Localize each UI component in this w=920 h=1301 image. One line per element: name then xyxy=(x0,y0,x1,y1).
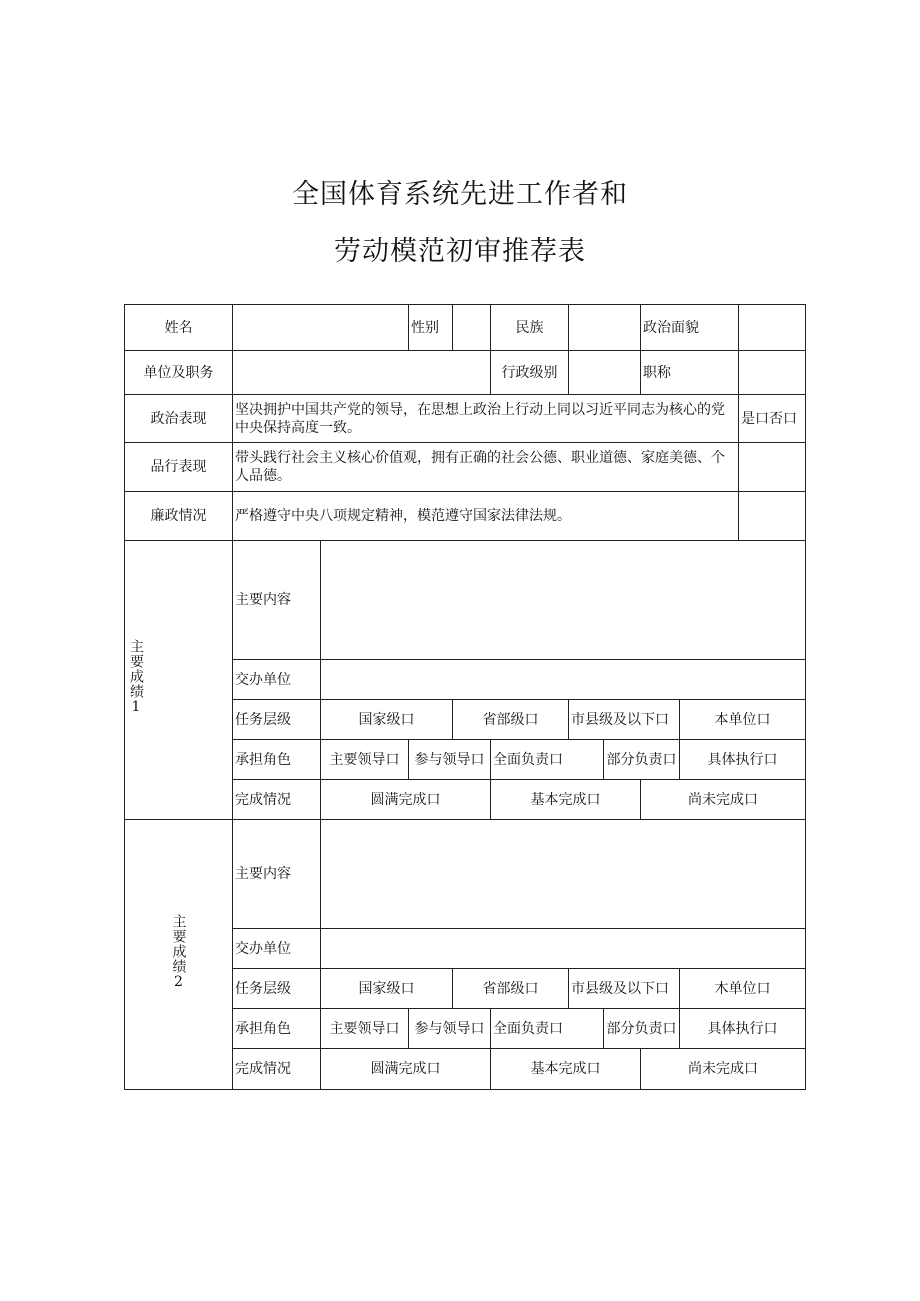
achievement-1-role-partial[interactable]: 部分负责口 xyxy=(604,740,680,780)
achievement-2-level-label: 任务层级 xyxy=(233,969,321,1009)
achievement-2-level-unit[interactable]: 木单位口 xyxy=(680,969,806,1009)
achievement-1-unit-field[interactable] xyxy=(321,660,806,700)
conduct-check-field[interactable] xyxy=(739,443,806,492)
achievement-2-role-label: 承担角色 xyxy=(233,1009,321,1049)
recommendation-form-table xyxy=(124,304,806,1090)
admin-level-label: 行政级别 xyxy=(491,351,569,395)
job-title-field[interactable] xyxy=(739,351,806,395)
achievement-1-label: 主要成绩1 xyxy=(128,639,144,716)
achievement-1-role-label: 承担角色 xyxy=(233,740,321,780)
gender-field[interactable] xyxy=(453,305,491,351)
political-status-label: 政治面貌 xyxy=(641,305,739,351)
achievement-2-content-field[interactable] xyxy=(321,820,806,929)
achievement-1-completion-none[interactable]: 尚未完成口 xyxy=(641,780,806,820)
integrity-text: 严格遵守中央八项规定精神，模范遵守国家法律法规。 xyxy=(233,492,739,541)
achievement-1-level-provincial[interactable]: 省部级口 xyxy=(453,700,569,740)
conduct-text: 带头践行社会主义核心价值观，拥有正确的社会公德、职业道德、家庭美德、个人品德。 xyxy=(233,443,739,492)
conduct-label: 品行表现 xyxy=(125,443,233,492)
achievement-2-role-participate[interactable]: 参与领导口 xyxy=(409,1009,491,1049)
achievement-1-level-unit[interactable]: 本单位口 xyxy=(680,700,806,740)
achievement-2-role-lead[interactable]: 主要领导口 xyxy=(321,1009,409,1049)
ethnicity-label: 民族 xyxy=(491,305,569,351)
achievement-2-role-partial[interactable]: 部分负责口 xyxy=(604,1009,680,1049)
name-field[interactable] xyxy=(233,305,409,351)
political-performance-text: 坚决拥护中国共产党的领导，在思想上政治上行动上同以习近平同志为核心的党中央保持高度一致。 xyxy=(233,395,739,443)
political-yes-no-choice[interactable]: 是口否口 xyxy=(739,395,806,443)
admin-level-field[interactable] xyxy=(569,351,641,395)
achievement-2-content-label: 主要内容 xyxy=(233,820,321,929)
achievement-1-level-city[interactable]: 市县级及以下口 xyxy=(569,700,680,740)
integrity-label: 廉政情况 xyxy=(125,492,233,541)
achievement-2-unit-field[interactable] xyxy=(321,929,806,969)
achievement-1-role-participate[interactable]: 参与领导口 xyxy=(409,740,491,780)
unit-position-label: 单位及职务 xyxy=(125,351,233,395)
achievement-1-level-label: 任务层级 xyxy=(233,700,321,740)
ethnicity-field[interactable] xyxy=(569,305,641,351)
achievement-2-completion-label: 完成情况 xyxy=(233,1049,321,1090)
achievement-2-role-execute[interactable]: 具体执行口 xyxy=(680,1009,806,1049)
achievement-1-completion-label: 完成情况 xyxy=(233,780,321,820)
integrity-check-field[interactable] xyxy=(739,492,806,541)
form-title-line-1: 全国体育系统先进工作者和 xyxy=(292,179,628,210)
form-title-line-2: 劳动模范初审推荐表 xyxy=(334,236,586,267)
name-label: 姓名 xyxy=(125,305,233,351)
achievement-2-level-provincial[interactable]: 省部级口 xyxy=(453,969,569,1009)
gender-label: 性别 xyxy=(409,305,453,351)
achievement-1-completion-basic[interactable]: 基本完成口 xyxy=(491,780,641,820)
achievement-1-completion-full[interactable]: 圆满完成口 xyxy=(321,780,491,820)
achievement-1-content-label: 主要内容 xyxy=(233,541,321,660)
achievement-2-label: 主要成绩2 xyxy=(170,913,187,991)
achievement-1-role-lead[interactable]: 主要领导口 xyxy=(321,740,409,780)
achievement-1-role-execute[interactable]: 具体执行口 xyxy=(680,740,806,780)
job-title-label: 职称 xyxy=(641,351,739,395)
achievement-2-section xyxy=(125,820,233,1090)
achievement-2-completion-none[interactable]: 尚未完成口 xyxy=(641,1049,806,1090)
political-status-field[interactable] xyxy=(739,305,806,351)
achievement-2-level-national[interactable]: 国家级口 xyxy=(321,969,453,1009)
achievement-1-role-full[interactable]: 全面负责口 xyxy=(491,740,604,780)
achievement-1-content-field[interactable] xyxy=(321,541,806,660)
unit-position-field[interactable] xyxy=(233,351,491,395)
achievement-2-level-city[interactable]: 市县级及以下口 xyxy=(569,969,680,1009)
achievement-2-role-full[interactable]: 全面负责口 xyxy=(491,1009,604,1049)
achievement-1-unit-label: 交办单位 xyxy=(233,660,321,700)
achievement-1-section xyxy=(125,541,233,820)
achievement-2-completion-basic[interactable]: 基本完成口 xyxy=(491,1049,641,1090)
political-performance-label: 政治表现 xyxy=(125,395,233,443)
achievement-1-level-national[interactable]: 国家级口 xyxy=(321,700,453,740)
achievement-2-completion-full[interactable]: 圆满完成口 xyxy=(321,1049,491,1090)
achievement-2-unit-label: 交办单位 xyxy=(233,929,321,969)
